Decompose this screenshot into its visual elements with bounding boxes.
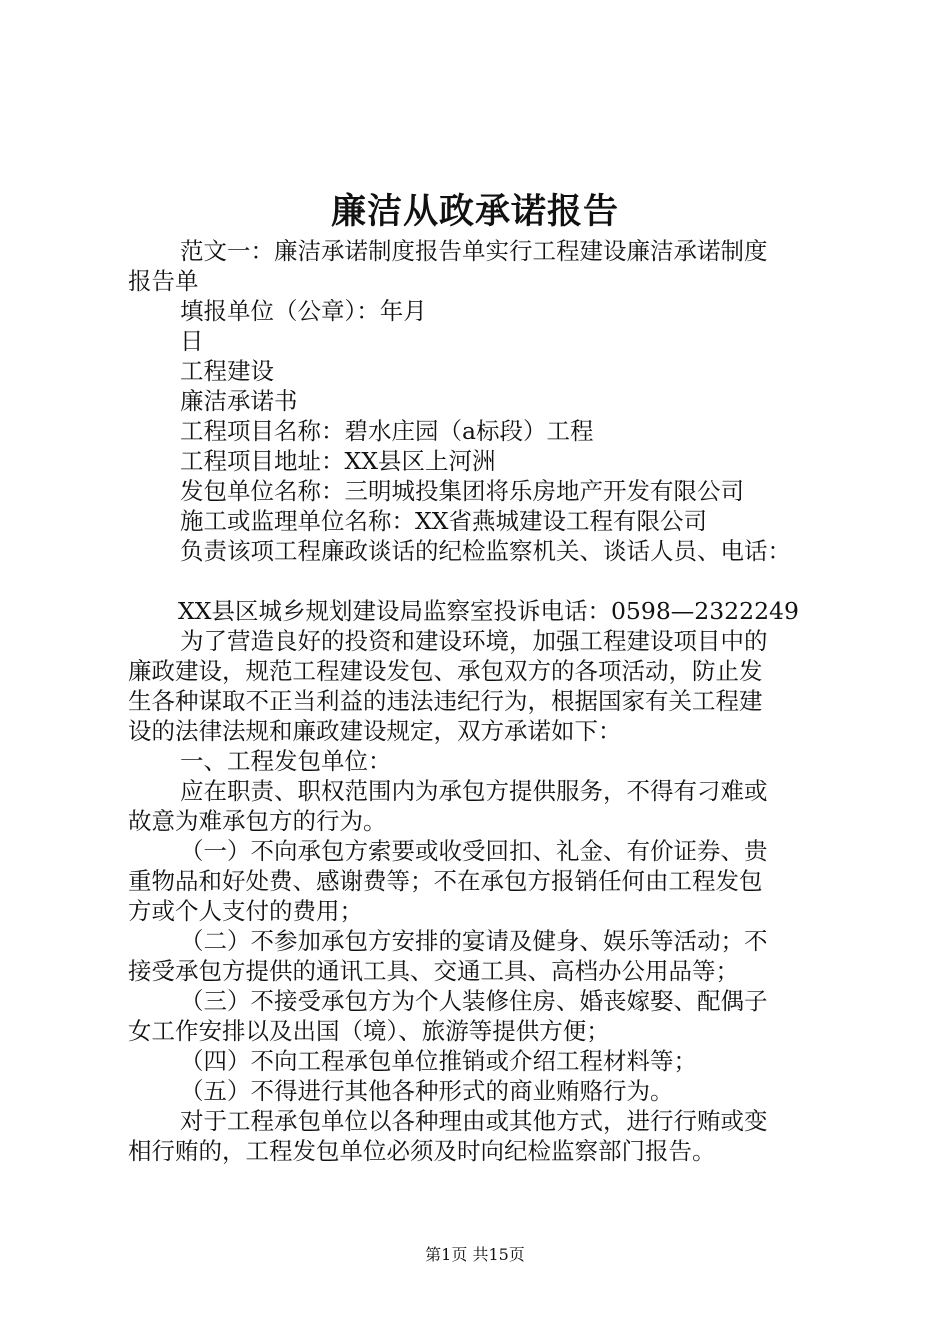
paragraph-line: 应在职责、职权范围内为承包方提供服务，不得有刁难或 (180, 777, 768, 805)
paragraph-line: 故意为难承包方的行为。 (128, 807, 387, 835)
paragraph-line: 对于工程承包单位以各种理由或其他方式，进行行贿或变 (180, 1107, 768, 1135)
paragraph-line: XX县区城乡规划建设局监察室投诉电话：0598—2322249 (178, 597, 799, 625)
paragraph-line: 女工作安排以及出国（境）、旅游等提供方便； (128, 1017, 610, 1045)
paragraph-line: 范文一：廉洁承诺制度报告单实行工程建设廉洁承诺制度 (180, 237, 768, 265)
paragraph-line: （四）不向工程承包单位推销或介绍工程材料等； (180, 1047, 697, 1075)
paragraph-line: 相行贿的，工程发包单位必须及时向纪检监察部门报告。 (128, 1137, 716, 1165)
paragraph-line: 报告单 (128, 267, 199, 295)
paragraph-line: （一）不向承包方索要或收受回扣、礼金、有价证券、贵 (180, 837, 768, 865)
paragraph-line: （二）不参加承包方安排的宴请及健身、娱乐等活动；不 (180, 927, 768, 955)
document-title: 廉洁从政承诺报告 (330, 191, 619, 232)
paragraph-line: 发包单位名称：三明城投集团将乐房地产开发有限公司 (180, 477, 744, 505)
document-body (128, 236, 836, 1166)
paragraph-line: （五）不得进行其他各种形式的商业贿赂行为。 (180, 1077, 674, 1105)
page-number: 第1页 共15页 (425, 1245, 525, 1264)
paragraph-line: 工程项目地址：XX县区上河洲 (180, 447, 496, 475)
paragraph-line: 日 (180, 327, 204, 355)
paragraph-line: 廉政建设，规范工程建设发包、承包双方的各项活动，防止发 (128, 657, 763, 685)
paragraph-line: 方或个人支付的费用； (128, 897, 363, 925)
paragraph-line: 设的法律法规和廉政建设规定，双方承诺如下： (128, 717, 622, 745)
paragraph-line: 接受承包方提供的通讯工具、交通工具、高档办公用品等； (128, 957, 739, 985)
paragraph-line: 工程项目名称：碧水庄园（a标段）工程 (180, 417, 594, 445)
paragraph-line: （三）不接受承包方为个人装修住房、婚丧嫁娶、配偶子 (180, 987, 768, 1015)
paragraph-line: 廉洁承诺书 (180, 387, 298, 415)
paragraph-line: 负责该项工程廉政谈话的纪检监察机关、谈话人员、电话： (180, 537, 791, 565)
paragraph-line: 施工或监理单位名称：XX省燕城建设工程有限公司 (180, 507, 707, 535)
paragraph-line: 重物品和好处费、感谢费等；不在承包方报销任何由工程发包 (128, 867, 763, 895)
paragraph-line: 一、工程发包单位： (180, 747, 392, 775)
blank-line (128, 566, 836, 596)
paragraph-line: 填报单位（公章）：年月 (180, 297, 427, 325)
paragraph-line: 为了营造良好的投资和建设环境，加强工程建设项目中的 (180, 627, 768, 655)
paragraph-line: 生各种谋取不正当利益的违法违纪行为，根据国家有关工程建 (128, 687, 763, 715)
paragraph-line: 工程建设 (180, 357, 274, 385)
